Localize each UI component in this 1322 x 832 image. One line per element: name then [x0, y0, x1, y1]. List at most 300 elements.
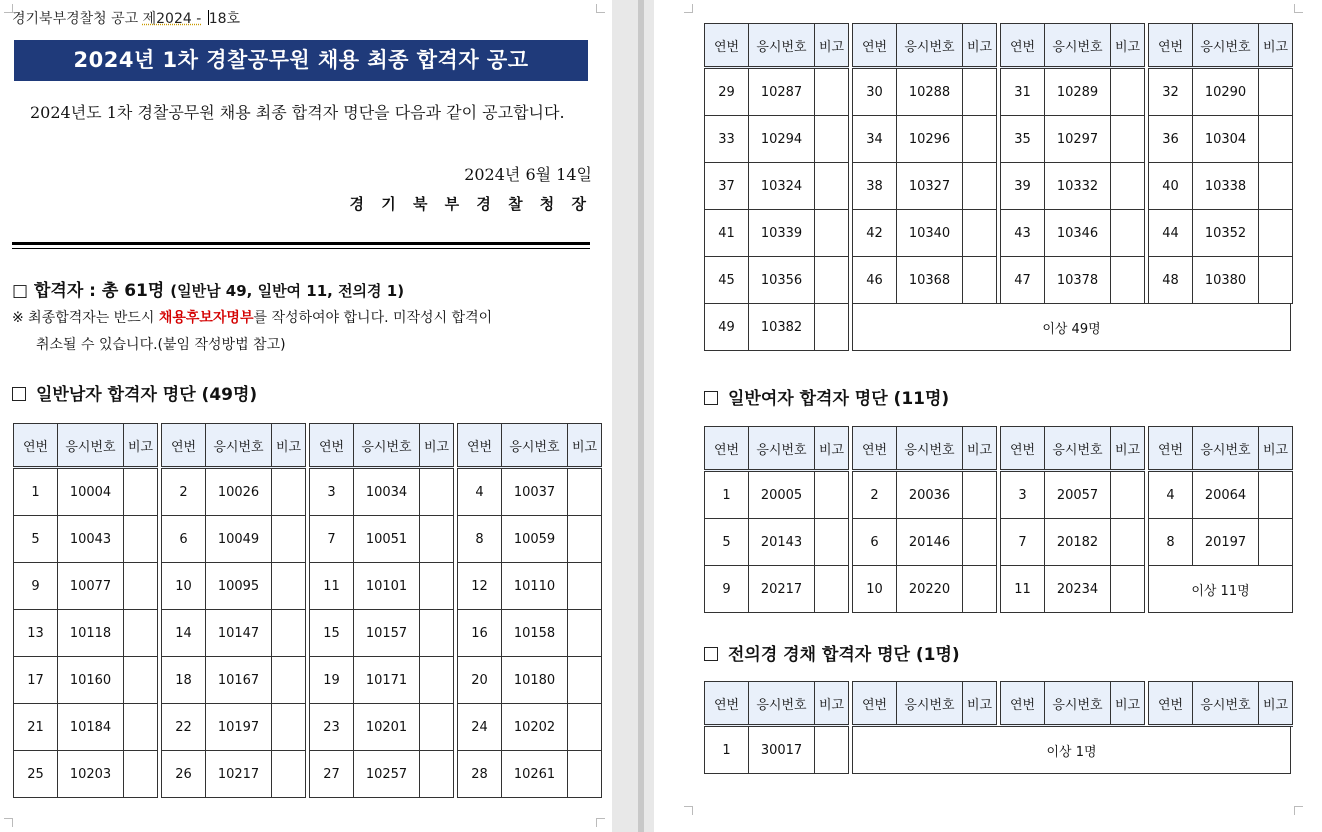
column-header-no: 연번	[310, 424, 354, 468]
cell-applicant-id: 10261	[502, 751, 568, 798]
section-title-conscript: 전의경 경채 합격자 명단 (1명)	[728, 645, 960, 665]
column-header-note: 비고	[1259, 682, 1293, 726]
result-table-block	[1148, 256, 1293, 304]
cell-no: 34	[853, 116, 897, 163]
table-row	[705, 257, 849, 304]
column-header-note: 비고	[124, 424, 158, 468]
column-header-id: 응시번호	[354, 424, 420, 468]
cell-note	[1111, 257, 1145, 304]
table-row	[704, 68, 1293, 116]
result-table-block	[852, 209, 997, 257]
table-row	[704, 162, 1293, 210]
table-row	[14, 657, 158, 704]
cell-applicant-id: 20057	[1045, 472, 1111, 519]
summary-main: □ 합격자 : 총 61명	[12, 281, 165, 301]
cell-no: 1	[705, 727, 749, 774]
cell-applicant-id: 20146	[897, 519, 963, 566]
column-header-note: 비고	[815, 24, 849, 68]
column-header-no: 연번	[853, 682, 897, 726]
result-table-block	[852, 518, 997, 566]
cell-no: 5	[705, 519, 749, 566]
table-row	[704, 256, 1293, 304]
cell-note	[124, 751, 158, 798]
cell-no: 19	[310, 657, 354, 704]
table-row	[704, 565, 1293, 613]
cell-applicant-id: 10382	[749, 304, 815, 351]
table-row	[162, 751, 306, 798]
column-header-note: 비고	[1259, 24, 1293, 68]
cell-note	[124, 469, 158, 516]
result-table-block	[1148, 471, 1293, 519]
result-table-block	[1000, 471, 1145, 519]
cell-note	[124, 704, 158, 751]
table-row	[704, 115, 1293, 163]
cell-applicant-id: 10049	[206, 516, 272, 563]
cell-applicant-id: 10037	[502, 469, 568, 516]
table-header-row	[1001, 682, 1145, 726]
cell-note	[963, 116, 997, 163]
table-row	[1149, 257, 1293, 304]
result-table-block	[1148, 426, 1293, 472]
result-table-block	[1000, 23, 1145, 69]
result-table-block	[13, 423, 158, 469]
cell-note	[1111, 116, 1145, 163]
table-header-row	[705, 24, 849, 68]
table-row	[704, 518, 1293, 566]
table-header-row	[853, 682, 997, 726]
cell-no: 9	[705, 566, 749, 613]
result-table-block	[13, 656, 158, 704]
notice-highlight: 채용후보자명부	[158, 310, 254, 326]
notice-suffix: 를 작성하여야 합니다. 미작성시 합격이	[253, 310, 493, 326]
table-row	[310, 610, 454, 657]
cell-note	[1111, 210, 1145, 257]
doc-number	[12, 8, 240, 28]
result-table-block	[704, 162, 849, 210]
table-row	[853, 519, 997, 566]
column-header-no: 연번	[458, 424, 502, 468]
table-row	[310, 469, 454, 516]
cell-note	[420, 469, 454, 516]
cell-note	[272, 657, 306, 704]
cell-applicant-id: 20064	[1193, 472, 1259, 519]
total-block	[1148, 565, 1293, 613]
result-table-block	[457, 562, 602, 610]
cell-note	[420, 704, 454, 751]
table-row	[705, 210, 849, 257]
cell-note	[815, 566, 849, 613]
column-header-note: 비고	[963, 427, 997, 471]
table-row	[13, 562, 602, 610]
page-title: 2024년 1차 경찰공무원 채용 최종 합격자 공고	[14, 40, 588, 81]
cell-no: 10	[853, 566, 897, 613]
table-row	[705, 472, 849, 519]
cell-note	[963, 519, 997, 566]
cell-applicant-id: 10077	[58, 563, 124, 610]
page-right	[654, 0, 1322, 832]
result-table-block	[704, 256, 849, 304]
result-table-block	[13, 703, 158, 751]
cell-applicant-id: 10118	[58, 610, 124, 657]
cell-note	[815, 304, 849, 351]
cell-no: 25	[14, 751, 58, 798]
notice-prefix: ※ 최종합격자는 반드시	[12, 310, 155, 326]
result-table-block	[704, 23, 849, 69]
page-left	[0, 0, 612, 832]
cell-no: 7	[310, 516, 354, 563]
table-row	[13, 750, 602, 798]
cell-applicant-id: 10289	[1045, 69, 1111, 116]
result-table-block	[1000, 565, 1145, 613]
cell-note	[1259, 116, 1293, 163]
column-header-id: 응시번호	[897, 427, 963, 471]
table-row	[310, 751, 454, 798]
cell-applicant-id: 20005	[749, 472, 815, 519]
table-row	[162, 704, 306, 751]
cell-no: 1	[705, 472, 749, 519]
cell-no: 28	[458, 751, 502, 798]
column-header-note: 비고	[1111, 427, 1145, 471]
page-corner-mark	[4, 4, 13, 13]
cell-applicant-id: 10287	[749, 69, 815, 116]
cell-applicant-id: 20197	[1193, 519, 1259, 566]
result-table-block	[13, 750, 158, 798]
cell-no: 1	[14, 469, 58, 516]
column-header-note: 비고	[815, 682, 849, 726]
cell-applicant-id: 10034	[354, 469, 420, 516]
result-table-block	[161, 515, 306, 563]
table-row	[162, 657, 306, 704]
cell-no: 29	[705, 69, 749, 116]
cell-applicant-id: 10184	[58, 704, 124, 751]
cell-note	[815, 727, 849, 774]
column-header-id: 응시번호	[749, 682, 815, 726]
cell-note	[1111, 519, 1145, 566]
result-table-block	[161, 750, 306, 798]
cell-note	[1259, 519, 1293, 566]
page-corner-mark	[684, 4, 693, 13]
cell-applicant-id: 10110	[502, 563, 568, 610]
cell-no: 15	[310, 610, 354, 657]
cell-applicant-id: 10339	[749, 210, 815, 257]
cell-note	[420, 516, 454, 563]
cell-applicant-id: 10158	[502, 610, 568, 657]
cell-note	[815, 116, 849, 163]
table-row	[1001, 210, 1145, 257]
cell-no: 49	[705, 304, 749, 351]
table-row	[458, 563, 602, 610]
cell-no: 7	[1001, 519, 1045, 566]
notice-line-1	[12, 305, 592, 332]
notice-line-2: 취소될 수 있습니다.(붙임 작성방법 참고)	[36, 337, 286, 353]
cell-note	[124, 610, 158, 657]
result-table-block	[457, 515, 602, 563]
page-corner-mark	[596, 4, 605, 13]
section-title-male: 일반남자 합격자 명단 (49명)	[36, 385, 258, 405]
column-header-id: 응시번호	[749, 24, 815, 68]
table-header-row	[705, 682, 849, 726]
table-row	[705, 566, 849, 613]
column-header-note: 비고	[815, 427, 849, 471]
result-table-block	[161, 468, 306, 516]
summary	[12, 276, 404, 301]
column-header-note: 비고	[1111, 682, 1145, 726]
cell-applicant-id: 10217	[206, 751, 272, 798]
doc-number-prefix: 경기북부경찰청 공고	[12, 11, 139, 27]
column-header-no: 연번	[1149, 682, 1193, 726]
cell-no: 23	[310, 704, 354, 751]
column-header-note: 비고	[963, 24, 997, 68]
summary-detail: (일반남 49, 일반여 11, 전의경 1)	[170, 282, 405, 300]
result-table-block	[309, 750, 454, 798]
cell-note	[1259, 69, 1293, 116]
cell-applicant-id: 20036	[897, 472, 963, 519]
table-row	[853, 210, 997, 257]
column-header-id: 응시번호	[58, 424, 124, 468]
table-row	[704, 726, 1293, 774]
cell-note	[272, 610, 306, 657]
cell-no: 20	[458, 657, 502, 704]
cell-no: 14	[162, 610, 206, 657]
result-table-block	[1148, 115, 1293, 163]
cell-no: 6	[162, 516, 206, 563]
result-table-block	[457, 750, 602, 798]
cell-no: 40	[1149, 163, 1193, 210]
cell-applicant-id: 10197	[206, 704, 272, 751]
table-row	[1149, 472, 1293, 519]
table-row	[13, 468, 602, 516]
cell-no: 5	[14, 516, 58, 563]
cell-applicant-id: 20182	[1045, 519, 1111, 566]
column-header-no: 연번	[853, 24, 897, 68]
column-header-id: 응시번호	[1193, 427, 1259, 471]
cell-no: 46	[853, 257, 897, 304]
table-row	[705, 116, 849, 163]
result-table-block	[309, 515, 454, 563]
cell-applicant-id: 20143	[749, 519, 815, 566]
result-table-block	[161, 562, 306, 610]
result-table-block	[309, 562, 454, 610]
column-header-no: 연번	[1001, 24, 1045, 68]
column-header-no: 연번	[14, 424, 58, 468]
cell-applicant-id: 10380	[1193, 257, 1259, 304]
cell-no: 32	[1149, 69, 1193, 116]
cell-applicant-id: 10327	[897, 163, 963, 210]
result-table-block	[161, 423, 306, 469]
cell-applicant-id: 10202	[502, 704, 568, 751]
cell-no: 33	[705, 116, 749, 163]
cell-no: 24	[458, 704, 502, 751]
result-table-block	[1000, 518, 1145, 566]
cell-note	[963, 257, 997, 304]
doc-number-value: 제2024 -	[142, 11, 202, 27]
table-header-row	[310, 424, 454, 468]
result-table-block	[1148, 518, 1293, 566]
table-row	[14, 469, 158, 516]
table-row	[853, 472, 997, 519]
cell-no: 9	[14, 563, 58, 610]
cell-no: 12	[458, 563, 502, 610]
result-table-block	[13, 515, 158, 563]
table-header-row	[1001, 24, 1145, 68]
table-row	[1001, 116, 1145, 163]
column-header-note: 비고	[1111, 24, 1145, 68]
cell-note	[420, 751, 454, 798]
cell-note	[568, 610, 602, 657]
cell-note	[815, 472, 849, 519]
table-header	[704, 426, 1293, 472]
result-table-block	[1148, 23, 1293, 69]
cell-applicant-id: 10059	[502, 516, 568, 563]
cell-no: 21	[14, 704, 58, 751]
cell-applicant-id: 10147	[206, 610, 272, 657]
total-count: 이상 11명	[1149, 566, 1293, 613]
column-header-id: 응시번호	[1045, 682, 1111, 726]
result-table-block	[1000, 209, 1145, 257]
table-row	[14, 704, 158, 751]
table-row	[1149, 69, 1293, 116]
cell-no: 6	[853, 519, 897, 566]
cell-applicant-id: 10338	[1193, 163, 1259, 210]
cell-note	[272, 469, 306, 516]
table-row	[310, 657, 454, 704]
table-row	[458, 516, 602, 563]
column-header-no: 연번	[1149, 427, 1193, 471]
intro-paragraph: 2024년도 1차 경찰공무원 채용 최종 합격자 명단을 다음과 같이 공고합니다.	[30, 103, 565, 122]
result-table-block	[704, 209, 849, 257]
table-row	[1001, 69, 1145, 116]
column-header-no: 연번	[705, 24, 749, 68]
result-table-block	[457, 656, 602, 704]
table-row	[162, 563, 306, 610]
cell-note	[815, 163, 849, 210]
column-header-no: 연번	[162, 424, 206, 468]
page-corner-mark	[596, 818, 605, 827]
cell-no: 10	[162, 563, 206, 610]
page-gutter	[612, 0, 654, 832]
table-row	[705, 163, 849, 210]
table-row	[310, 563, 454, 610]
cell-applicant-id: 10304	[1193, 116, 1259, 163]
table-row	[13, 656, 602, 704]
cell-applicant-id: 10297	[1045, 116, 1111, 163]
table-header-row	[853, 24, 997, 68]
cell-no: 27	[310, 751, 354, 798]
cell-note	[124, 516, 158, 563]
table-row	[13, 703, 602, 751]
total-row	[853, 304, 1291, 351]
table-row	[1149, 116, 1293, 163]
cell-applicant-id: 10157	[354, 610, 420, 657]
result-table-block	[161, 656, 306, 704]
column-header-note: 비고	[420, 424, 454, 468]
table-row	[1001, 519, 1145, 566]
cell-note	[568, 469, 602, 516]
table-header-row	[458, 424, 602, 468]
table-row	[1001, 163, 1145, 210]
cell-no: 43	[1001, 210, 1045, 257]
table-header	[704, 681, 1293, 727]
cell-applicant-id: 10171	[354, 657, 420, 704]
cell-note	[124, 563, 158, 610]
cell-no: 42	[853, 210, 897, 257]
result-table-block	[1000, 681, 1145, 727]
table-row	[458, 657, 602, 704]
section-heading-conscript	[704, 640, 960, 665]
table-row	[1149, 210, 1293, 257]
table-row	[458, 704, 602, 751]
cell-note	[568, 657, 602, 704]
table-header-row	[705, 427, 849, 471]
section-title-female: 일반여자 합격자 명단 (11명)	[728, 389, 950, 409]
table-header-row	[1149, 427, 1293, 471]
cell-note	[568, 751, 602, 798]
column-header-note: 비고	[568, 424, 602, 468]
result-table-block	[457, 468, 602, 516]
cell-note	[420, 657, 454, 704]
cell-applicant-id: 10296	[897, 116, 963, 163]
result-table-block	[852, 681, 997, 727]
result-table-block	[704, 426, 849, 472]
column-header-id: 응시번호	[897, 682, 963, 726]
table-row	[13, 609, 602, 657]
cell-applicant-id: 10026	[206, 469, 272, 516]
result-table-block	[704, 68, 849, 116]
table-male-continued	[704, 23, 1293, 351]
cell-no: 36	[1149, 116, 1193, 163]
cell-no: 37	[705, 163, 749, 210]
cell-no: 22	[162, 704, 206, 751]
column-header-note: 비고	[272, 424, 306, 468]
checkbox-square-icon	[704, 647, 718, 661]
cell-note	[1259, 257, 1293, 304]
result-table-block	[704, 726, 849, 774]
result-table-block	[852, 471, 997, 519]
cell-applicant-id: 10324	[749, 163, 815, 210]
total-block	[852, 726, 1291, 774]
result-table-block	[704, 681, 849, 727]
cell-applicant-id: 10257	[354, 751, 420, 798]
table-row	[14, 563, 158, 610]
cell-applicant-id: 10201	[354, 704, 420, 751]
total-row	[1149, 566, 1293, 613]
result-table-block	[13, 609, 158, 657]
table-row	[853, 566, 997, 613]
table-row	[310, 516, 454, 563]
column-header-no: 연번	[1001, 682, 1045, 726]
column-header-id: 응시번호	[502, 424, 568, 468]
result-table-block	[852, 68, 997, 116]
column-header-id: 응시번호	[206, 424, 272, 468]
cell-note	[1111, 566, 1145, 613]
table-row	[458, 469, 602, 516]
result-table-block	[13, 562, 158, 610]
cell-no: 8	[458, 516, 502, 563]
cell-note	[1259, 210, 1293, 257]
issuing-organization: 경 기 북 부 경 찰 청 장	[349, 195, 592, 213]
cell-note	[963, 210, 997, 257]
table-row	[853, 116, 997, 163]
cell-no: 2	[162, 469, 206, 516]
cell-applicant-id: 10290	[1193, 69, 1259, 116]
announcement-date: 2024년 6월 14일	[464, 165, 592, 184]
column-header-id: 응시번호	[1045, 24, 1111, 68]
cell-no: 16	[458, 610, 502, 657]
table-header	[704, 23, 1293, 69]
column-header-no: 연번	[705, 427, 749, 471]
cell-no: 11	[310, 563, 354, 610]
cell-no: 38	[853, 163, 897, 210]
